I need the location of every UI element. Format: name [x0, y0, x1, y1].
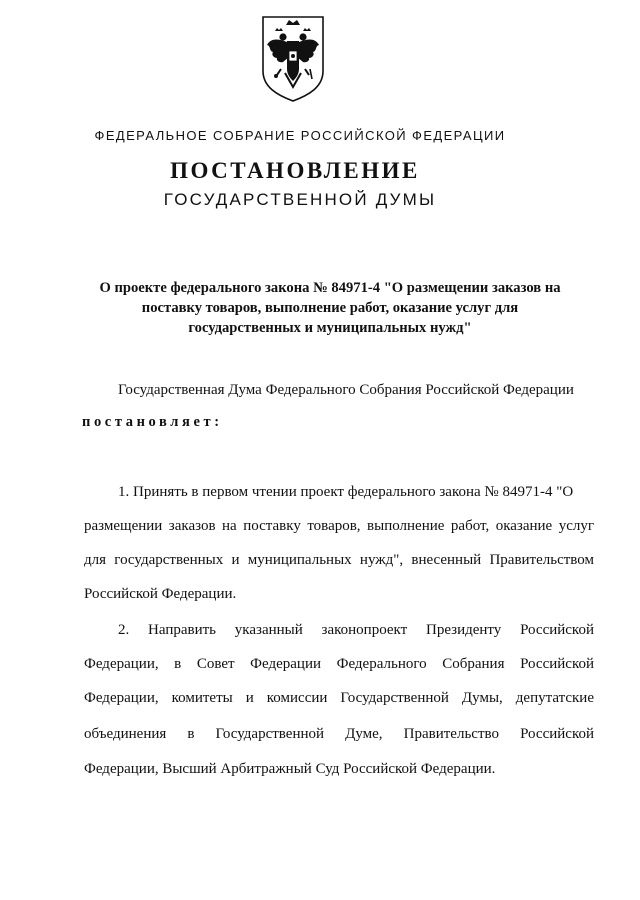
subject-line: поставку товаров, выполнение работ, оказание услуг для [141, 300, 519, 316]
preamble-text: Государственная Дума Федерального Собрания Российской Федерации [118, 382, 574, 398]
item-1-line: для государственных и муниципальных нужд", внесенный Правительством [84, 552, 594, 568]
item-2-line: Федерации, Высший Арбитражный Суд Российской Федерации. [84, 761, 496, 777]
subject-line: О проекте федерального закона № 84971-4 "О размещении заказов на [99, 280, 561, 296]
item-2-line: Федерации, комитеты и комиссии Государственной Думы, депутатские [84, 690, 594, 706]
document-type-title: ПОСТАНОВЛЕНИЕ [170, 158, 420, 183]
item-1-line: Российской Федерации. [84, 586, 237, 602]
parliament-name: ФЕДЕРАЛЬНОЕ СОБРАНИЕ РОССИЙСКОЙ ФЕДЕРАЦИИ [94, 128, 506, 143]
coat-of-arms-emblem-icon [259, 13, 327, 103]
item-1-line: размещении заказов на поставку товаров, выполнение работ, оказание услуг [84, 518, 594, 534]
subject-line: государственных и муниципальных нужд" [188, 320, 472, 336]
resolution-subject [60, 278, 600, 338]
resolves-word: постановляет: [82, 414, 223, 430]
item-2-line: 2. Направить указанный законопроект Президенту Российской [118, 622, 594, 638]
item-1-line: 1. Принять в первом чтении проект федерального закона № 84971-4 "О [118, 484, 574, 500]
item-2-line: Федерации, в Совет Федерации Федерального Собрания Российской [84, 656, 594, 672]
chamber-name: ГОСУДАРСТВЕННОЙ ДУМЫ [163, 190, 437, 209]
item-2-line: объединения в Государственной Думе, Правительство Российской [84, 726, 594, 742]
